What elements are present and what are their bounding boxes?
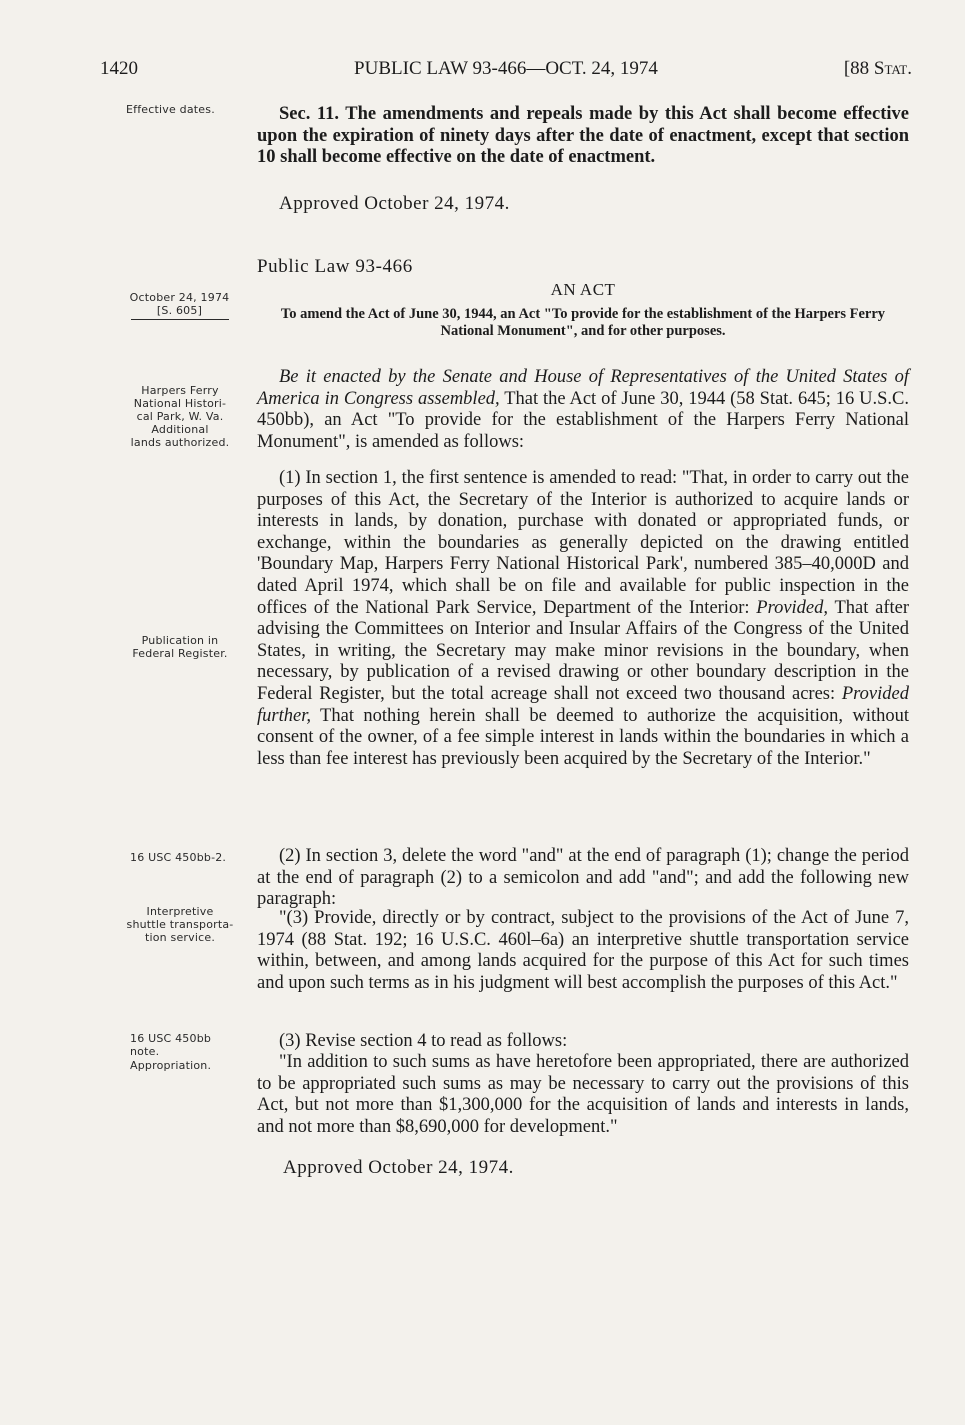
margin-bill-number — [131, 304, 229, 320]
margin-note-harpers-ferry — [116, 384, 244, 449]
margin-line: lands authorized. — [130, 436, 230, 449]
margin-line: shuttle transporta- — [126, 918, 234, 931]
paragraph-1-part2: That after advising the Committees on Interior and Insular Affairs of the Congress of the United States, in writing, the Secretary may make minor revisions in the boundary, when necessary, by publication of a revised drawing or other boundary description in the Federal Register, but the total acreage shall not exceed two thousand acres: — [257, 597, 910, 704]
provided-further-term: Provided further, — [257, 683, 909, 726]
paragraph-3: (3) Revise section 4 to read as follows: — [279, 1031, 568, 1051]
paragraph-3-quote: "In addition to such sums as have heretofore been appropriated, there are authorized to be appropriated such sums as may be necessary to carry out the provisions of this Act, but not more than $1,300,000 for the acquisition of lands and interests in lands, and not more than $8,690,000 for development." — [257, 1052, 909, 1137]
public-law-heading: Public Law 93-466 — [257, 256, 413, 277]
enacting-text: That the Act of June 30, 1944 (58 Stat. 645; 16 U.S.C. 450bb), an Act "To provide for the establishment of the Harpers Ferry National Monument", is amended as follows: — [257, 388, 909, 452]
margin-line: National Histori- — [133, 397, 227, 410]
margin-line: 16 USC 450bb — [130, 1032, 212, 1045]
margin-note-interpretive — [113, 905, 247, 944]
margin-note-publication — [114, 634, 246, 660]
margin-line: note. — [130, 1045, 160, 1058]
section-11-text: Sec. 11. The amendments and repeals made by this Act shall become effective upon the expiration of ninety days after the date of enactment, except that section 10 shall become effective on the date of enactment. — [257, 104, 909, 168]
act-purpose: To amend the Act of June 30, 1944, an Act "To provide for the establishment of the Harpers Ferry National Monument", and for other purposes. — [280, 306, 886, 339]
margin-date-line: October 24, 1974 — [129, 291, 230, 304]
margin-line: tion service. — [144, 931, 216, 944]
paragraph-1-part1: (1) In section 1, the first sentence is amended to read: "That, in order to carry out the purposes of this Act, the Secretary of the Interior is authorized to acquire lands or interests in lands, by donation, purchase with donated or appropriated funds, or exchange, within the boundaries as generally depicted on the drawing entitled 'Boundary Map, Harpers Ferry National Historical Park', numbered 385–40,000D and dated April 1974, which shall be on file and available for public inspection in the offices of the National Park Service, Department of the Interior: — [257, 468, 909, 618]
approved-date-second: Approved October 24, 1974. — [283, 1157, 514, 1178]
running-title: PUBLIC LAW 93-466—OCT. 24, 1974 — [354, 58, 658, 79]
margin-note-effective-dates: Effective dates. — [126, 103, 215, 116]
an-act-heading: AN ACT — [550, 280, 616, 299]
approved-date-first: Approved October 24, 1974. — [279, 193, 510, 214]
margin-line: Harpers Ferry — [141, 384, 219, 397]
margin-line: Federal Register. — [132, 647, 228, 660]
margin-note-appropriation: Appropriation. — [130, 1059, 212, 1072]
page-header — [100, 58, 912, 84]
page-number: 1420 — [100, 58, 138, 79]
margin-line: Publication in — [141, 634, 219, 647]
stat-bracket: [88 — [843, 58, 874, 79]
enacting-clause — [257, 367, 909, 453]
paragraph-1 — [257, 468, 909, 770]
margin-line: Interpretive — [146, 905, 214, 918]
paragraph-1-part3: That nothing herein shall be deemed to authorize the acquisition, without consent of the owner, of a fee simple interest in lands within the boundaries in which a less than fee interest has previously been acquired by the Secretary of the Interior." — [257, 705, 909, 769]
margin-note-date — [112, 291, 247, 320]
margin-note-usc-450bb — [130, 1032, 211, 1058]
enacting-formula: Be it enacted by the Senate and House of Representatives of the United States of America in Congress assembled, — [257, 367, 909, 409]
paragraph-2-quote: "(3) Provide, directly or by contract, subject to the provisions of the Act of June 7, 1974 (88 Stat. 192; 16 U.S.C. 460l–6a) an interpretive shuttle transportation service within, between, and among lands acquired for the purpose of this Act for such times and upon such terms as in his judgment will best accomplish the purposes of this Act." — [257, 908, 909, 993]
bill-number-text: [S. 605] — [156, 304, 203, 317]
provided-term: Provided, — [756, 597, 829, 618]
stat-word: Stat. — [873, 58, 912, 79]
margin-line: Additional — [151, 423, 209, 436]
statute-reference — [844, 58, 912, 80]
margin-note-usc-450bb-2: 16 USC 450bb-2. — [130, 851, 227, 864]
margin-line: cal Park, W. Va. — [136, 410, 224, 423]
paragraph-2: (2) In section 3, delete the word "and" at the end of paragraph (1); change the period at the end of paragraph (2) to a semicolon and add "and"; and add the following new paragraph: — [257, 846, 909, 910]
